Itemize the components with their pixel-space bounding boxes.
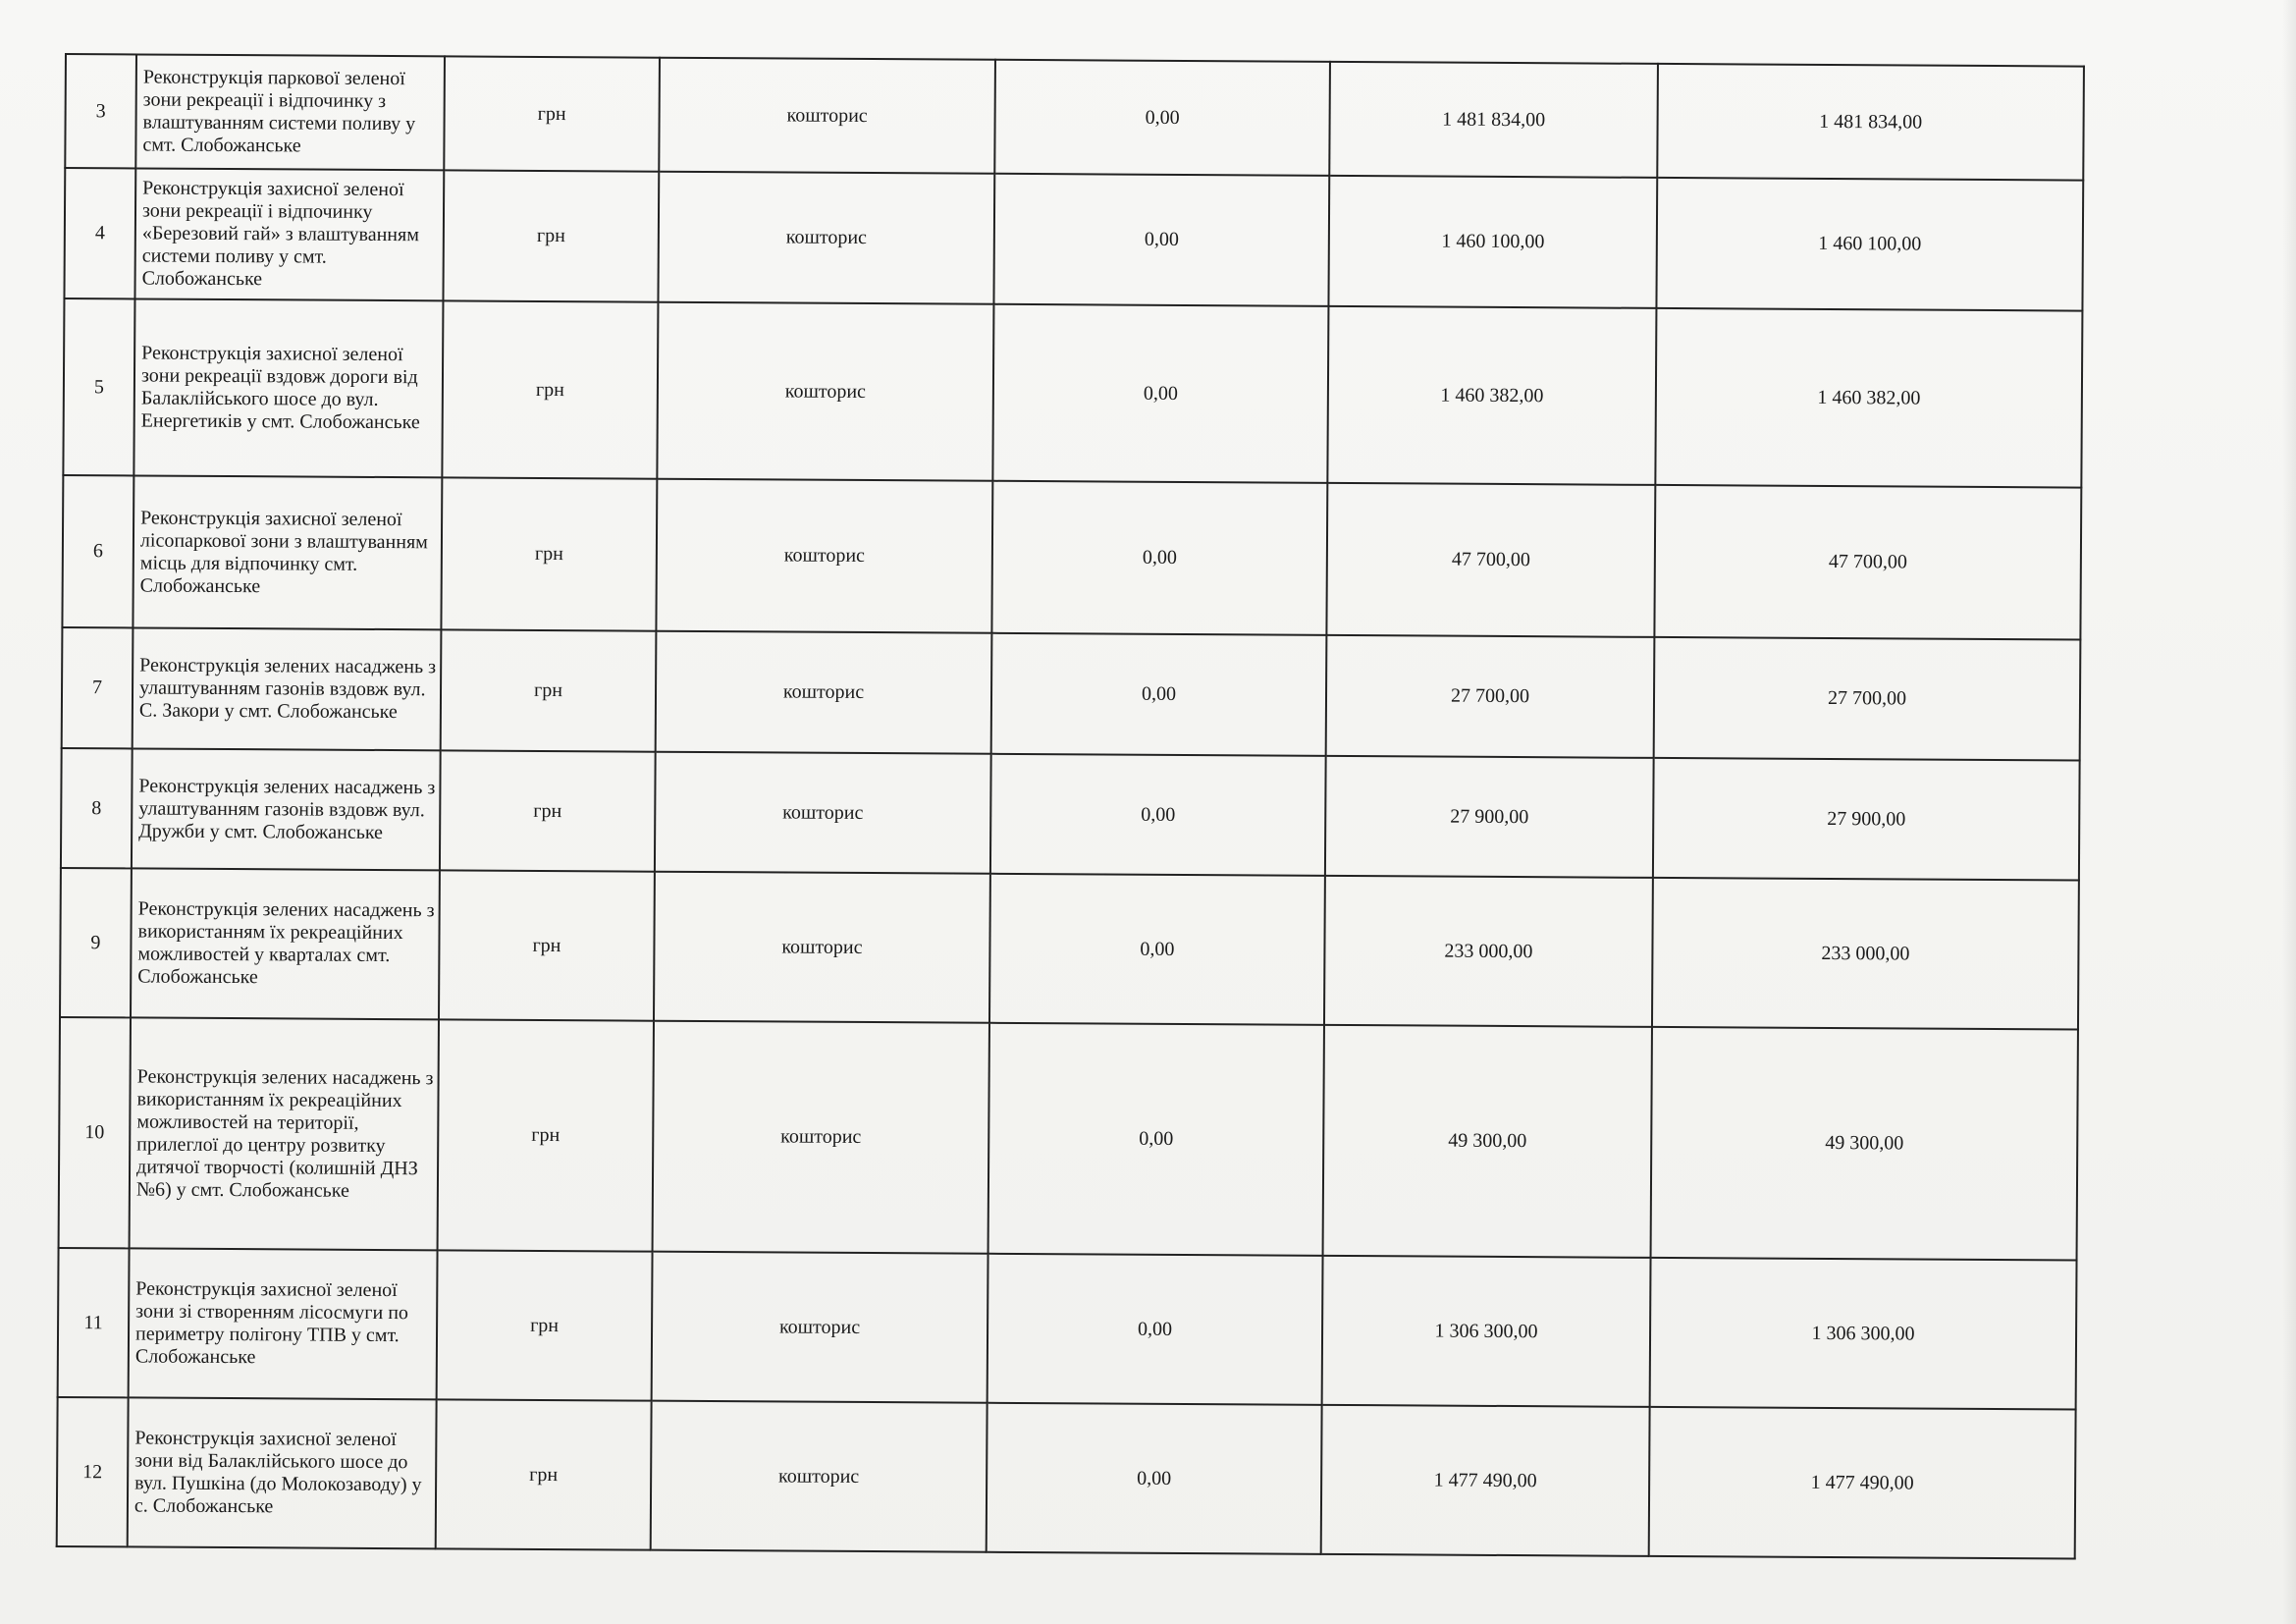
row-number: 9	[60, 868, 132, 1017]
source-cell: кошторис	[658, 172, 994, 304]
value-cell-2: 1 460 100,00	[1328, 176, 1657, 308]
value-cell-3: 27 900,00	[1653, 758, 2080, 881]
measure-name: Реконструкція захисної зеленої зони від Балаклійського шосе до вул. Пушкіна (до Молокозаводу) у с. Слобожанське	[128, 1397, 437, 1548]
table-row	[60, 868, 2079, 1030]
measure-name: Реконструкція захисної зеленої зони рекреації вздовж дороги від Балаклійського шосе до вул. Енергетиків у смт. Слобожанське	[133, 298, 443, 477]
source-cell: кошторис	[654, 872, 990, 1023]
row-number: 5	[63, 298, 134, 475]
source-cell: кошторис	[653, 1021, 989, 1254]
value-cell-2: 1 460 382,00	[1327, 306, 1656, 485]
value-cell-3: 233 000,00	[1652, 878, 2079, 1030]
row-number: 7	[62, 627, 133, 748]
measure-name: Реконструкція захисної зеленої зони рекреації і відпочинку «Березовий гай» з влаштуванням системи поливу у смт. Слобожанське	[134, 168, 444, 300]
unit-cell: грн	[444, 56, 660, 171]
value-cell-3: 49 300,00	[1651, 1027, 2078, 1261]
row-number: 4	[64, 168, 135, 298]
source-cell: кошторис	[652, 1252, 988, 1403]
unit-cell: грн	[441, 477, 657, 630]
value-cell-3: 1 477 490,00	[1649, 1407, 2076, 1559]
unit-cell: грн	[441, 629, 657, 751]
row-number: 10	[59, 1017, 131, 1248]
measure-name: Реконструкція паркової зеленої зони рекреації і відпочинку з влаштуванням системи поливу у смт. Слобожанське	[135, 54, 445, 170]
measure-name: Реконструкція зелених насаджень з використанням їх рекреаційних можливостей на території, прилеглої до центру розвитку дитячої творчості (колишній ДНЗ №6) у смт. Слобожанське	[130, 1017, 439, 1250]
table-row	[62, 475, 2081, 640]
measure-name: Реконструкція зелених насаджень з улаштуванням газонів вздовж вул. С. Закори у смт. Слобожанське	[133, 627, 442, 750]
measure-name: Реконструкція захисної зеленої лісопаркової зони з влаштуванням місць для відпочинку смт. Слобожанське	[133, 475, 442, 629]
source-cell: кошторис	[659, 58, 995, 174]
row-number: 3	[65, 54, 136, 168]
table-row	[58, 1248, 2077, 1410]
value-cell-3: 47 700,00	[1654, 485, 2081, 640]
source-cell: кошторис	[655, 752, 991, 874]
table-row	[63, 298, 2082, 488]
row-number: 8	[61, 748, 133, 868]
unit-cell: грн	[443, 170, 659, 301]
table-row	[59, 1017, 2078, 1261]
source-cell: кошторис	[656, 631, 992, 754]
row-number: 11	[58, 1248, 130, 1397]
scan-edge-shadow	[2282, 0, 2296, 1624]
value-cell-3: 1 460 100,00	[1656, 178, 2083, 311]
value-cell-1: 0,00	[991, 633, 1327, 756]
value-cell-2: 1 306 300,00	[1322, 1256, 1651, 1407]
table-row	[57, 1397, 2076, 1559]
value-cell-3: 1 460 382,00	[1655, 308, 2082, 488]
row-number: 6	[62, 475, 133, 627]
table-row	[62, 627, 2081, 761]
measure-name: Реконструкція захисної зеленої зони зі створенням лісосмуги по периметру полігону ТПВ у смт. Слобожанське	[129, 1248, 438, 1399]
value-cell-1: 0,00	[989, 874, 1325, 1025]
value-cell-3: 1 481 834,00	[1657, 64, 2084, 181]
value-cell-2: 27 900,00	[1325, 756, 1654, 878]
source-cell: кошторис	[657, 302, 993, 481]
value-cell-1: 0,00	[991, 481, 1327, 635]
value-cell-1: 0,00	[990, 754, 1326, 876]
value-cell-2: 49 300,00	[1323, 1025, 1652, 1258]
value-cell-1: 0,00	[988, 1023, 1324, 1256]
program-measures-table	[56, 53, 2085, 1560]
value-cell-2: 1 477 490,00	[1321, 1405, 1650, 1556]
value-cell-1: 0,00	[992, 304, 1328, 483]
source-cell: кошторис	[656, 479, 992, 633]
unit-cell: грн	[437, 1250, 653, 1400]
unit-cell: грн	[442, 300, 658, 478]
row-number: 12	[57, 1397, 129, 1546]
unit-cell: грн	[436, 1399, 652, 1549]
table-row	[64, 168, 2083, 311]
source-cell: кошторис	[651, 1401, 988, 1552]
value-cell-1: 0,00	[987, 1403, 1322, 1554]
value-cell-2: 27 700,00	[1326, 635, 1655, 758]
value-cell-1: 0,00	[993, 174, 1329, 306]
value-cell-2: 1 481 834,00	[1329, 62, 1658, 178]
value-cell-3: 27 700,00	[1654, 637, 2081, 761]
table-row	[61, 748, 2080, 881]
value-cell-1: 0,00	[988, 1254, 1323, 1405]
value-cell-2: 47 700,00	[1326, 483, 1655, 637]
measure-name: Реконструкція зелених насаджень з улаштуванням газонів вздовж вул. Дружби у смт. Слобожанське	[132, 748, 441, 870]
value-cell-3: 1 306 300,00	[1650, 1258, 2077, 1410]
value-cell-1: 0,00	[994, 60, 1330, 176]
unit-cell: грн	[438, 1019, 654, 1251]
measure-name: Реконструкція зелених насаджень з використанням їх рекреаційних можливостей у кварталах смт. Слобожанське	[131, 868, 440, 1019]
table-row	[65, 54, 2084, 181]
value-cell-2: 233 000,00	[1324, 876, 1653, 1027]
unit-cell: грн	[440, 750, 656, 871]
unit-cell: грн	[439, 870, 655, 1020]
